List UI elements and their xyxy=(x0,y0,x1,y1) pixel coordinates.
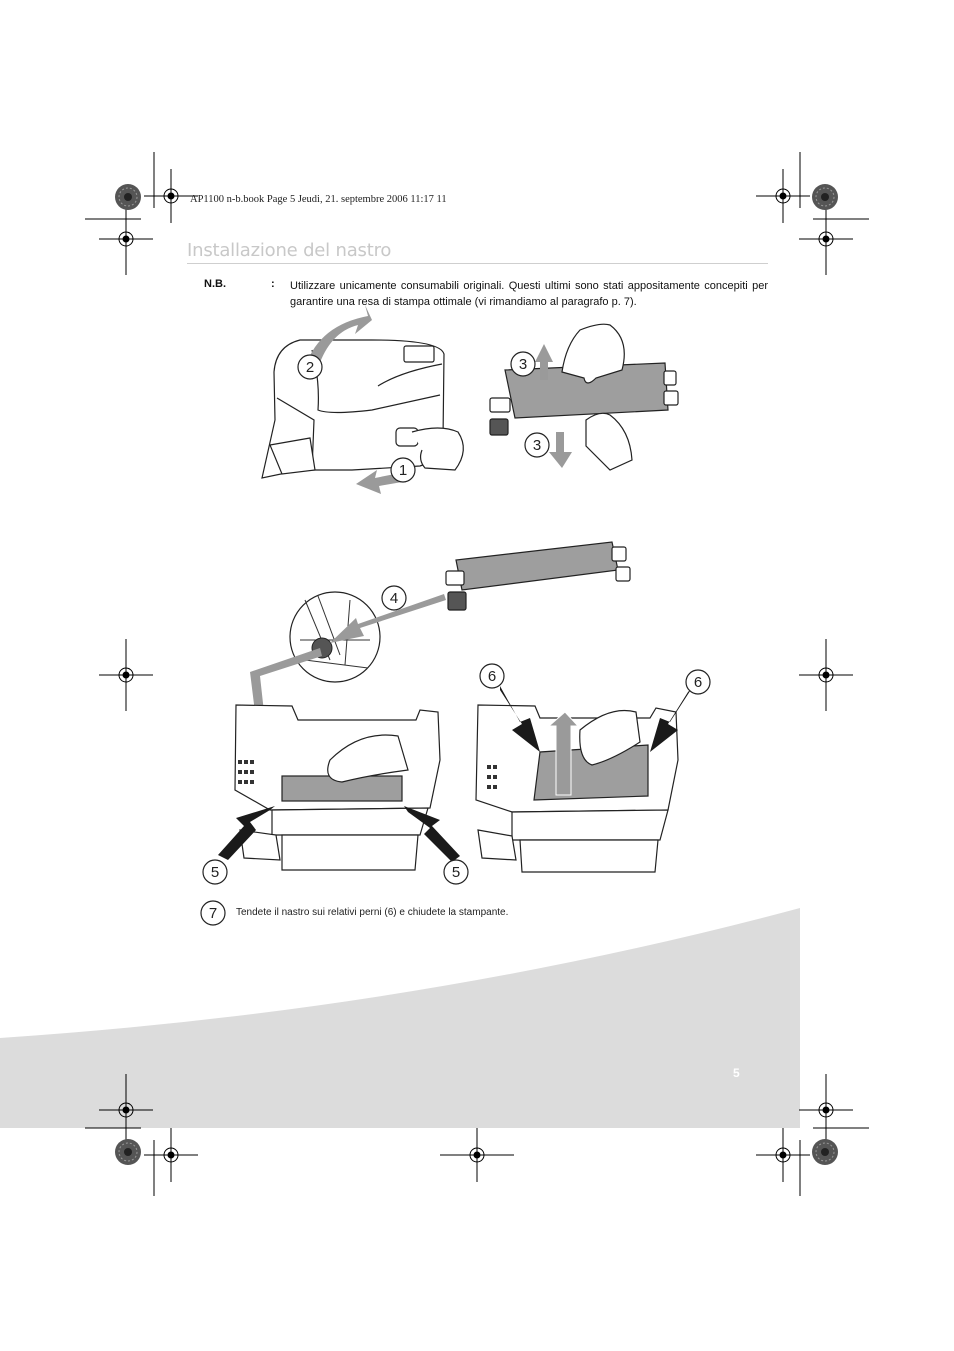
step-number-4: 4 xyxy=(389,590,399,607)
step-number-1: 1 xyxy=(398,462,408,479)
section-title: Installazione del nastro xyxy=(187,240,392,261)
page-number: 5 xyxy=(733,1066,740,1080)
step-number-6-left: 6 xyxy=(487,668,497,685)
step-number-2: 2 xyxy=(305,359,315,376)
note-text: Utilizzare unicamente consumabili originali. Questi ultimi sono stati appositamente concepiti per garantire una resa di stampa ottimale (vi rimandiamo al paragrafo p. 7). xyxy=(290,280,768,308)
illustration-printer-step6 xyxy=(476,686,692,872)
step-number-3-top: 3 xyxy=(518,356,528,373)
book-info-line: AP1100 n-b.book Page 5 Jeudi, 21. septembre 2006 11:17 11 xyxy=(190,194,447,205)
step-number-5-right: 5 xyxy=(451,864,461,881)
step7-description: Tendete il nastro sui relativi perni (6) e chiudete la stampante. xyxy=(236,907,509,918)
illustration-ribbon-cartridge xyxy=(490,324,678,470)
note-colon: : xyxy=(271,278,275,290)
step-number-5-left: 5 xyxy=(210,864,220,881)
step-number-3-bottom: 3 xyxy=(532,437,542,454)
illustration-printer-open xyxy=(262,340,463,478)
title-divider xyxy=(187,263,768,264)
note-label: N.B. xyxy=(204,278,226,290)
footer-band xyxy=(0,908,800,1128)
step-number-6-right: 6 xyxy=(693,674,703,691)
step-number-7: 7 xyxy=(208,905,218,922)
illustration-printer-step5 xyxy=(218,705,460,870)
